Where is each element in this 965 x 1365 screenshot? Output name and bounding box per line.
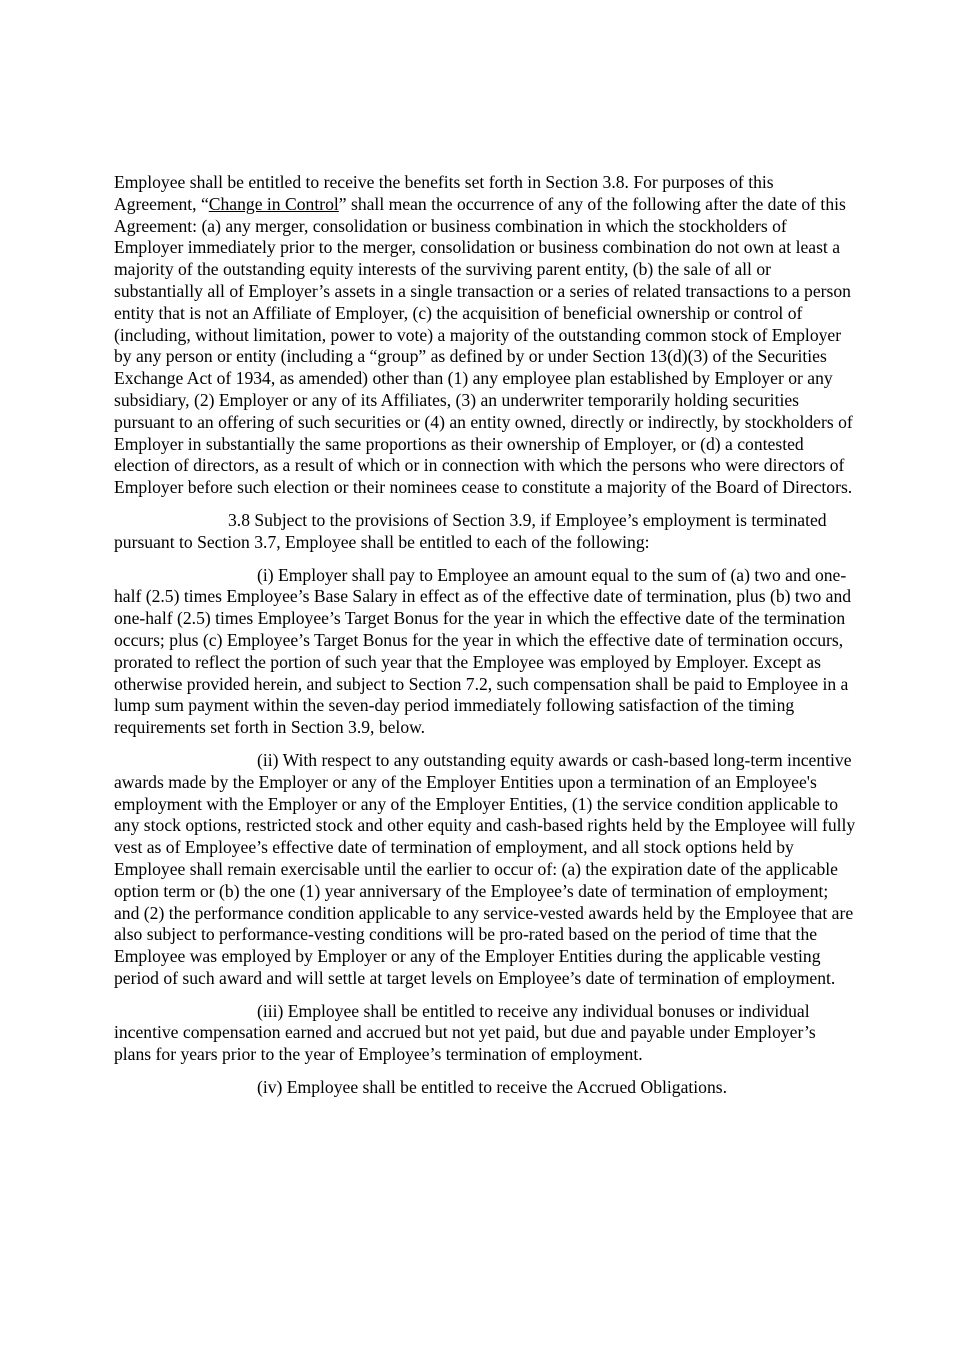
clause-iii-paragraph: (iii) Employee shall be entitled to receive any individual bonuses or individual incentive compensation earned and accrued but not yet paid, but due and payable under Employer’s plans for years prior to the year of Employee’s termination of employment. xyxy=(114,1000,816,1065)
document-page xyxy=(114,172,856,1110)
defined-term-change-in-control: Change in Control xyxy=(208,193,339,214)
change-in-control-paragraph xyxy=(114,172,856,499)
paragraph-text-rest: ” shall mean the occurrence of any of the following after the date of this Agreement: (a) any merger, consolidation or business combination in which the stockholders of Employer immediately prior to the merger, consolidation or business combination do not own at least a majority of the outstanding equity interests of the surviving parent entity, (b) the sale of all or substantially all of Employer’s assets in a single transaction or a series of related transactions to a person entity that is not an Affiliate of Employer, (c) the acquisition of beneficial ownership or control of (including, without limitation, power to vote) a majority of the outstanding common stock of Employer by any person or entity (including a “group” as defined by or under Section 13(d)(3) of the Securities Exchange Act of 1934, as amended) other than (1) any employee plan established by Employer or any subsidiary, (2) Employer or any of its Affiliates, (3) an underwriter temporarily holding securities pursuant to an offering of such securities or (4) an entity owned, directly or indirectly, by stockholders of Employer in substantially the same proportions as their ownership of Employer, or (d) a contested election of directors, as a result of which or in connection with which the persons who were directors of Employer before such election or their nominees cease to constitute a majority of the Board of Directors. xyxy=(114,193,853,498)
clause-ii-paragraph: (ii) With respect to any outstanding equity awards or cash-based long-term incentive awards made by the Employer or any of the Employer Entities upon a termination of an Employee's employment with the Employer or any of the Employer Entities, (1) the service condition applicable to any stock options, restricted stock and other equity and cash-based rights held by the Employee will fully vest as of Employee’s effective date of termination of employment, and all stock options held by Employee shall remain exercisable until the earlier to occur of: (a) the expiration date of the applicable option term or (b) the one (1) year anniversary of the Employee’s date of termination of employment; and (2) the performance condition applicable to any service-vested awards held by the Employee that are also subject to performance-vesting conditions will be pro-rated based on the period of time that the Employee was employed by Employer or any of the Employer Entities during the applicable vesting period of such award and will settle at target levels on Employee’s date of termination of employment. xyxy=(114,749,856,988)
paragraph-text-lead: Employee shall be entitled to receive the benefits set forth in Section 3.8. For purposes of this Agreement, “ xyxy=(114,172,774,214)
section-3-8-paragraph: 3.8 Subject to the provisions of Section 3.9, if Employee’s employment is terminated pursuant to Section 3.7, Employee shall be entitled to each of the following: xyxy=(114,509,827,552)
clause-i-paragraph: (i) Employer shall pay to Employee an amount equal to the sum of (a) two and one-half (2.5) times Employee’s Base Salary in effect as of the effective date of termination, plus (b) two and one-half (2.5) times Employee’s Target Bonus for the year in which the effective date of the termination occurs; plus (c) Employee’s Target Bonus for the year in which the effective date of termination occurs, prorated to reflect the portion of such year that the Employee was employed by Employer. Except as otherwise provided herein, and subject to Section 7.2, such compensation shall be paid to Employee in a lump sum payment within the seven-day period immediately following satisfaction of the timing requirements set forth in Section 3.9, below. xyxy=(114,564,852,738)
clause-iv-paragraph: (iv) Employee shall be entitled to receive the Accrued Obligations. xyxy=(257,1077,727,1098)
